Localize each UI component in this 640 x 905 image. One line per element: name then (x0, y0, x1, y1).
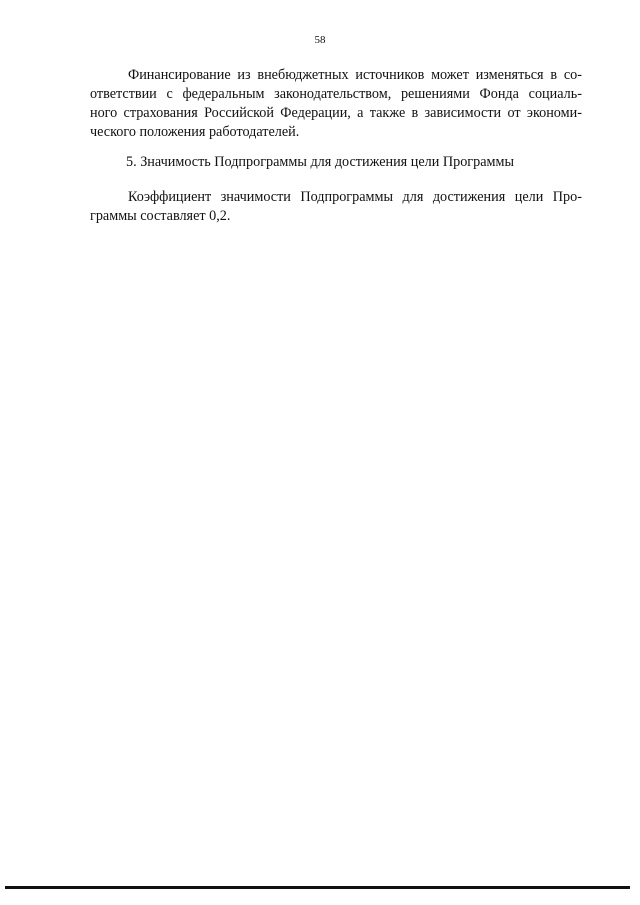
word: источников (355, 67, 425, 83)
word: цели (514, 189, 544, 205)
word: из (237, 67, 251, 83)
word: социаль- (528, 86, 582, 102)
word: федеральным (182, 86, 265, 102)
paragraph-line (90, 123, 582, 142)
word: от (507, 105, 521, 121)
paragraph-line (90, 66, 582, 85)
paragraph-line (90, 207, 582, 226)
word: ответствии (90, 86, 157, 102)
word: изменяться (475, 67, 544, 83)
word: граммы составляет 0,2. (90, 208, 231, 224)
word: Федерации, (280, 105, 351, 121)
word: зависимости (424, 105, 502, 121)
word: Российской (204, 105, 274, 121)
paragraph-line (90, 104, 582, 123)
word: Фонда (479, 86, 519, 102)
word: достижения (432, 189, 506, 205)
word: со- (563, 67, 582, 83)
word: Подпрограммы (300, 189, 394, 205)
word: экономи- (526, 105, 582, 121)
paragraph-financing (90, 66, 582, 142)
page-number: 58 (314, 34, 326, 46)
word: Коэффициент (128, 189, 212, 205)
word: ческого положения работодателей. (90, 124, 300, 140)
word: Про- (552, 189, 582, 205)
word: Финансирование (128, 67, 231, 83)
word: с (166, 86, 173, 102)
word: а (357, 105, 364, 121)
bottom-rule (5, 886, 630, 889)
word: внебюджетных (257, 67, 349, 83)
paragraph-line (90, 85, 582, 104)
word: значимости (220, 189, 291, 205)
word: страхования (123, 105, 198, 121)
word: законодательством, (274, 86, 392, 102)
word: также (369, 105, 406, 121)
word: для (402, 189, 424, 205)
word: в (550, 67, 558, 83)
section-heading: 5. Значимость Подпрограммы для достижения цели Программы (126, 154, 514, 170)
paragraph-line (90, 188, 582, 207)
word: может (431, 67, 469, 83)
word: в (411, 105, 419, 121)
word: ного (90, 105, 118, 121)
word: решениями (400, 86, 470, 102)
paragraph-coefficient (90, 188, 582, 226)
